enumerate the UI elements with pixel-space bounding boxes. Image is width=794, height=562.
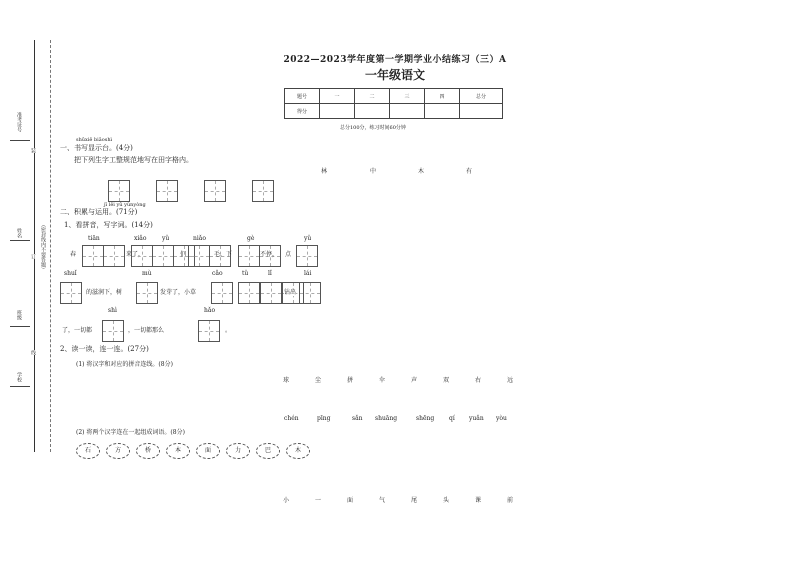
match-char[interactable]: 右 bbox=[475, 377, 482, 384]
score-cell[interactable] bbox=[320, 104, 355, 119]
score-cell[interactable] bbox=[390, 104, 425, 119]
writing-grid[interactable] bbox=[156, 180, 178, 202]
binding-line-solid bbox=[34, 40, 35, 452]
q1-title: 1、看拼音，写字词。(14分) bbox=[64, 221, 153, 229]
score-col: 一 bbox=[320, 89, 355, 104]
answer-grid[interactable] bbox=[131, 245, 153, 267]
word-char[interactable]: 一 bbox=[315, 497, 322, 504]
score-col: 三 bbox=[390, 89, 425, 104]
q1-text: 的滋润下，树 bbox=[86, 289, 123, 296]
score-col: 总分 bbox=[460, 89, 503, 104]
pinyin-label: yǔ bbox=[162, 235, 170, 242]
page-title: 2022—2023学年度第一学期学业小结练习（三）A bbox=[283, 55, 507, 65]
label-name: 姓名 bbox=[16, 228, 22, 238]
writing-grid[interactable] bbox=[204, 180, 226, 202]
score-col: 四 bbox=[425, 89, 460, 104]
pinyin-label: mù bbox=[142, 270, 152, 277]
match-pinyin[interactable]: shēng bbox=[416, 415, 435, 422]
q1-text: 春 bbox=[70, 251, 77, 258]
answer-grid[interactable] bbox=[238, 245, 260, 267]
sample-char: 木 bbox=[418, 168, 425, 175]
writing-grid[interactable] bbox=[108, 180, 130, 202]
label-exam-id: 准考证号 bbox=[16, 112, 22, 132]
sample-char: 中 bbox=[370, 168, 377, 175]
answer-grid[interactable] bbox=[299, 282, 321, 304]
blank-line bbox=[10, 140, 30, 141]
word-char[interactable]: 课 bbox=[475, 497, 482, 504]
pinyin-label: tǔ bbox=[242, 270, 249, 277]
word-char[interactable]: 小 bbox=[283, 497, 290, 504]
section1-pinyin: shūxiě biǎoshì bbox=[76, 137, 113, 143]
word-oval[interactable]: 石 bbox=[76, 443, 100, 459]
q1-text: 来了， bbox=[126, 251, 145, 258]
pinyin-label: shì bbox=[108, 307, 117, 314]
answer-grid[interactable] bbox=[238, 282, 260, 304]
writing-grid[interactable] bbox=[252, 180, 274, 202]
answer-grid[interactable] bbox=[82, 245, 104, 267]
match-char[interactable]: 伞 bbox=[379, 377, 386, 384]
match-pinyin[interactable]: yuǎn bbox=[469, 415, 484, 422]
q1-text: 点 bbox=[285, 251, 292, 258]
word-char[interactable]: 头 bbox=[443, 497, 450, 504]
blank-line bbox=[10, 240, 30, 241]
word-char[interactable]: 气 bbox=[379, 497, 386, 504]
q1-text: 钻出 bbox=[284, 289, 297, 296]
pinyin-label: cǎo bbox=[212, 270, 223, 277]
match-char[interactable]: 双 bbox=[443, 377, 450, 384]
section1-title: 一、书写显示台。(4分) bbox=[60, 144, 133, 152]
section2-pinyin: jī lěi yǔ yùnyòng bbox=[104, 202, 146, 208]
match-char[interactable]: 尘 bbox=[315, 377, 322, 384]
word-oval[interactable]: 木 bbox=[286, 443, 310, 459]
pinyin-label: tiān bbox=[88, 235, 100, 242]
word-char[interactable]: 尾 bbox=[411, 497, 418, 504]
match-pinyin[interactable]: qí bbox=[449, 415, 455, 422]
score-table bbox=[284, 88, 503, 119]
q2-sub1-title: (1) 将汉字和对应的拼音连线。(8分) bbox=[76, 361, 173, 368]
match-pinyin[interactable]: chén bbox=[284, 415, 299, 422]
answer-grid[interactable] bbox=[188, 245, 210, 267]
pinyin-label: niǎo bbox=[193, 235, 206, 242]
match-pinyin[interactable]: yòu bbox=[496, 415, 507, 422]
pinyin-label: lái bbox=[304, 270, 312, 277]
section1-instruction: 把下列生字工整规范地写在田字格内。 bbox=[74, 156, 193, 164]
pinyin-label: xiǎo bbox=[134, 235, 147, 242]
page-subtitle: 一年级语文 bbox=[364, 68, 425, 82]
answer-grid[interactable] bbox=[260, 282, 282, 304]
match-pinyin[interactable]: sǎn bbox=[352, 415, 363, 422]
word-oval[interactable]: 方 bbox=[106, 443, 130, 459]
score-cell[interactable] bbox=[355, 104, 390, 119]
word-oval[interactable]: 巴 bbox=[256, 443, 280, 459]
answer-grid[interactable] bbox=[296, 245, 318, 267]
word-char[interactable]: 前 bbox=[507, 497, 514, 504]
score-row-label: 得分 bbox=[285, 104, 320, 119]
pinyin-label: yǔ bbox=[304, 235, 312, 242]
answer-grid[interactable] bbox=[198, 320, 220, 342]
label-class: 班级 bbox=[16, 310, 22, 320]
sample-char: 有 bbox=[466, 168, 473, 175]
match-char[interactable]: 球 bbox=[283, 377, 290, 384]
q2-title: 2、读一读，连一连。(27分) bbox=[60, 345, 149, 353]
word-char[interactable]: 面 bbox=[347, 497, 354, 504]
q1-text: ，一切都那么 bbox=[128, 327, 165, 334]
q1-text: 。 bbox=[225, 327, 232, 334]
answer-grid[interactable] bbox=[60, 282, 82, 304]
score-note: 总分100分，练习时间60分钟 bbox=[340, 125, 406, 131]
word-oval[interactable]: 力 bbox=[226, 443, 250, 459]
blank-line bbox=[10, 386, 30, 387]
q1-text: 们 bbox=[180, 251, 187, 258]
answer-grid[interactable] bbox=[103, 245, 125, 267]
q1-text: 发芽了，小草 bbox=[160, 289, 197, 296]
binding-mark: 装 bbox=[30, 148, 36, 153]
word-oval[interactable]: 桥 bbox=[136, 443, 160, 459]
blank-line bbox=[10, 326, 30, 327]
score-col: 题号 bbox=[285, 89, 320, 104]
word-oval[interactable]: 面 bbox=[196, 443, 220, 459]
q1-text: 不停， bbox=[260, 251, 279, 258]
binding-mark: 订 bbox=[30, 254, 36, 259]
score-cell[interactable] bbox=[425, 104, 460, 119]
binding-line-dashed bbox=[50, 40, 51, 452]
match-char[interactable]: 远 bbox=[507, 377, 514, 384]
q1-text: 毛，下 bbox=[214, 251, 233, 258]
match-pinyin[interactable]: shuāng bbox=[375, 415, 398, 422]
match-char[interactable]: 拼 bbox=[347, 377, 354, 384]
binding-mark: 线 bbox=[30, 350, 36, 355]
word-oval[interactable]: 本 bbox=[166, 443, 190, 459]
answer-grid[interactable] bbox=[136, 282, 158, 304]
section2-title: 二、积累与运用。(71分) bbox=[60, 208, 138, 216]
label-school: 学校 bbox=[16, 372, 22, 382]
q2-sub2-title: (2) 将两个汉字连在一起组成词语。(8分) bbox=[76, 429, 185, 436]
match-pinyin[interactable]: pīng bbox=[317, 415, 331, 422]
pinyin-label: shuǐ bbox=[64, 270, 77, 277]
q1-text: 了，一切都 bbox=[62, 327, 93, 334]
sample-char: 林 bbox=[321, 168, 328, 175]
pinyin-label: gè bbox=[247, 235, 255, 242]
match-char[interactable]: 声 bbox=[411, 377, 418, 384]
score-col: 二 bbox=[355, 89, 390, 104]
pinyin-label: hǎo bbox=[204, 307, 216, 314]
score-cell[interactable] bbox=[460, 104, 503, 119]
answer-grid[interactable] bbox=[211, 282, 233, 304]
answer-grid[interactable] bbox=[152, 245, 174, 267]
answer-grid[interactable] bbox=[102, 320, 124, 342]
binding-note: （密封线内不要答题） bbox=[40, 222, 46, 272]
pinyin-label: lǐ bbox=[268, 270, 272, 277]
